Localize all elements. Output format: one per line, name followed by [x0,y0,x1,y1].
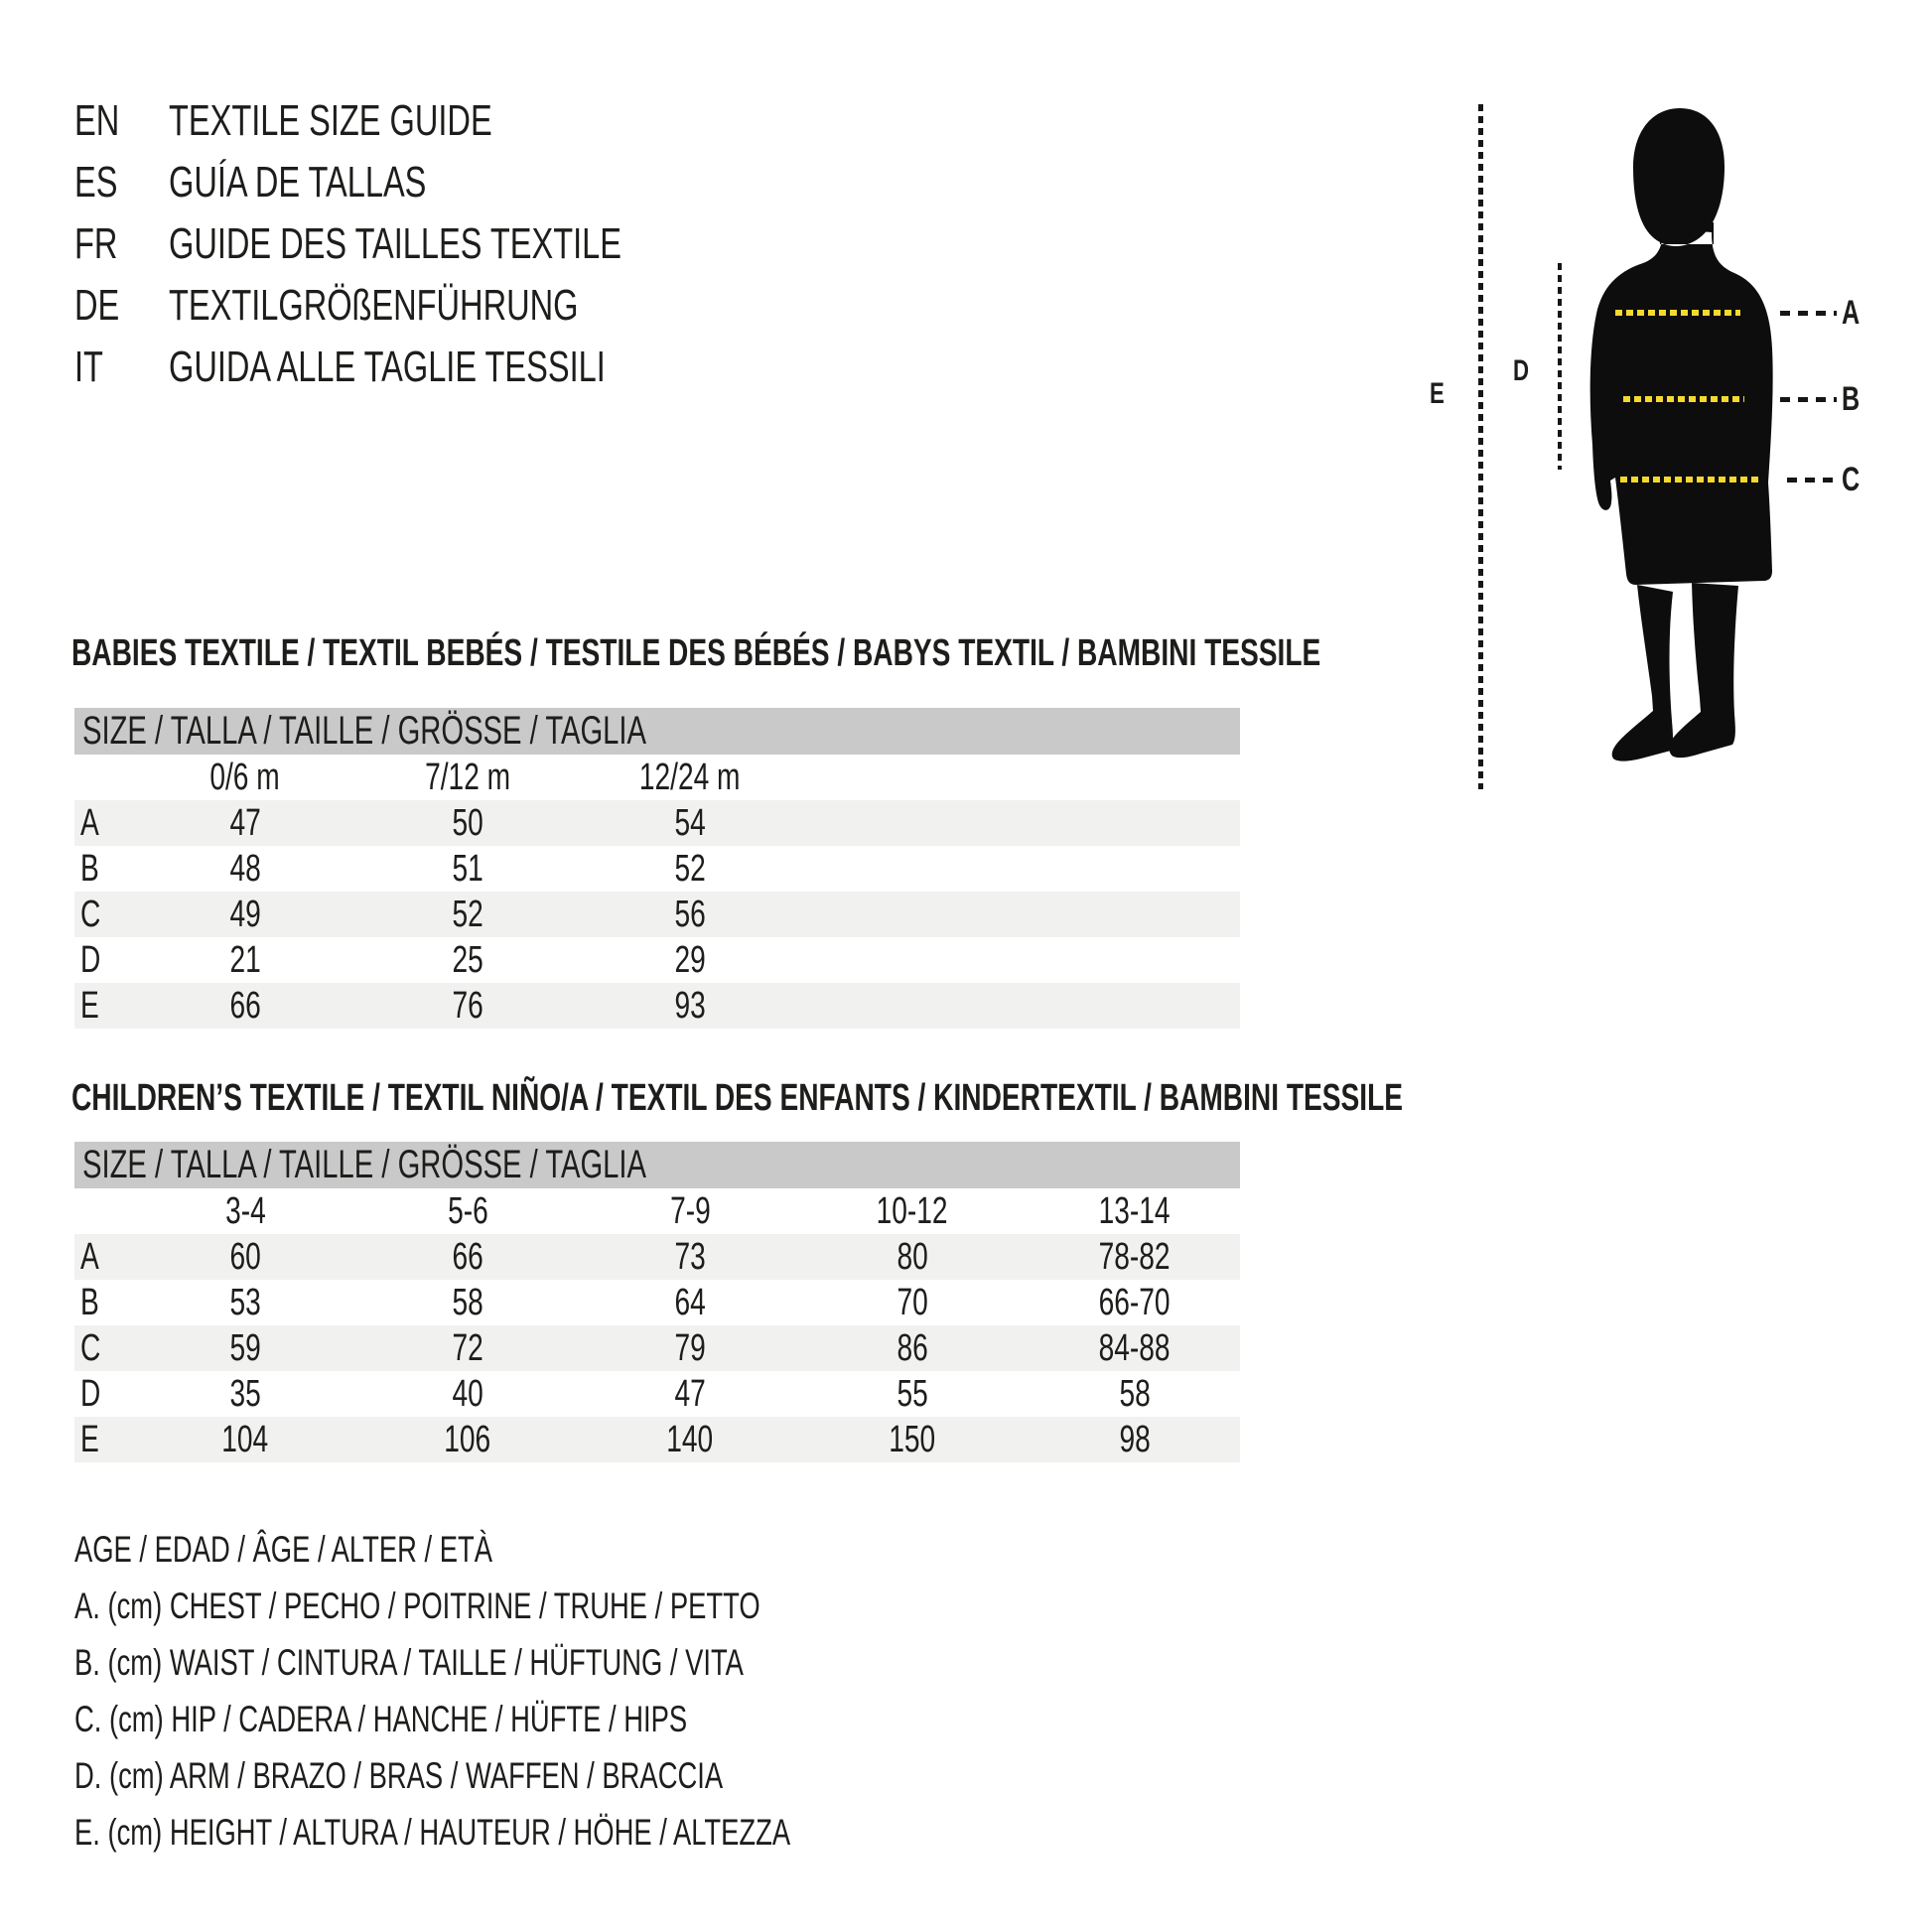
language-title-block [74,97,780,405]
table-row [74,1280,1240,1325]
table-row [74,1234,1240,1280]
value-cell: 56 [674,893,706,935]
page-title: GUÍA DE TALLAS [169,158,427,207]
value-cell: 78-82 [1099,1235,1171,1278]
value-cell: 35 [229,1372,261,1415]
column-header: 7-9 [669,1189,711,1232]
value-cell: 51 [452,847,483,890]
legend-line-arm: D. (cm) ARM / BRAZO / BRAS / WAFFEN / BRACCIA [74,1754,724,1796]
language-code: IT [74,343,103,391]
table-row [74,1325,1240,1371]
column-header: 12/24 m [639,756,741,798]
column-header: 5-6 [447,1189,488,1232]
value-cell: 55 [897,1372,928,1415]
value-cell: 104 [221,1418,269,1460]
column-header: 13-14 [1099,1189,1171,1232]
row-label-cell: C [80,893,101,935]
table-row [74,1417,1240,1462]
table-row [74,1371,1240,1417]
value-cell: 53 [229,1281,261,1323]
chest-A-measure-dashes [1615,310,1740,316]
value-cell: 47 [229,801,261,844]
value-cell: 54 [674,801,706,844]
row-label-cell: A [80,1235,99,1278]
value-cell: 59 [229,1326,261,1369]
babies-size-table [74,708,1240,1029]
value-cell: 21 [229,938,261,981]
measurement-figure [1390,60,1932,804]
value-cell: 64 [674,1281,706,1323]
legend-line-waist: B. (cm) WAIST / CINTURA / TAILLE / HÜFTUNG / VITA [74,1641,744,1683]
value-cell: 79 [674,1326,706,1369]
value-cell: 140 [666,1418,714,1460]
legend-line-age: AGE / EDAD / ÂGE / ALTER / ETÀ [74,1528,492,1570]
value-cell: 50 [452,801,483,844]
waist-B-leader-dashes [1780,397,1837,402]
row-label-cell: D [80,938,101,981]
column-header-row [74,755,1240,800]
size-header-bar: SIZE / TALLA / TAILLE / GRÖSSE / TAGLIA [74,1142,1240,1188]
size-header-bar: SIZE / TALLA / TAILLE / GRÖSSE / TAGLIA [74,708,1240,755]
table-row [74,892,1240,937]
waist-B-measure-dashes [1623,396,1744,402]
value-cell: 49 [229,893,261,935]
row-label-cell [74,755,134,800]
value-cell: 48 [229,847,261,890]
page-title: TEXTILGRÖßENFÜHRUNG [169,281,579,330]
row-label-cell: E [80,1418,99,1460]
babies-section-heading: BABIES TEXTILE / TEXTIL BEBÉS / TESTILE DES BÉBÉS / BABYS TEXTIL / BAMBINI TESSILE [71,632,1321,674]
value-cell: 52 [452,893,483,935]
value-cell: 66 [452,1235,483,1278]
value-cell: 72 [452,1326,483,1369]
value-cell: 25 [452,938,483,981]
value-cell: 60 [229,1235,261,1278]
page-title: TEXTILE SIZE GUIDE [169,96,492,145]
children-size-table [74,1142,1240,1462]
language-code: FR [74,219,118,268]
value-cell: 93 [674,984,706,1027]
value-cell: 84-88 [1099,1326,1171,1369]
legend-line-hip: C. (cm) HIP / CADERA / HANCHE / HÜFTE / HIPS [74,1698,688,1739]
column-header: 7/12 m [425,756,510,798]
label-D: D [1513,354,1530,387]
value-cell: 58 [452,1281,483,1323]
table-row [74,800,1240,846]
value-cell: 106 [444,1418,491,1460]
value-cell: 70 [897,1281,928,1323]
value-cell: 86 [897,1326,928,1369]
value-cell: 80 [897,1235,928,1278]
row-label-cell: C [80,1326,101,1369]
title-row-fr [74,220,780,268]
value-cell: 29 [674,938,706,981]
column-header-row [74,1188,1240,1234]
page-title: GUIDA ALLE TAGLIE TESSILI [169,343,606,391]
table-row [74,846,1240,892]
value-cell: 58 [1119,1372,1151,1415]
legend-line-chest: A. (cm) CHEST / PECHO / POITRINE / TRUHE / PETTO [74,1585,760,1626]
measurement-legend [74,1521,1041,1861]
value-cell: 76 [452,984,483,1027]
row-label-cell: E [80,984,99,1027]
title-row-de [74,282,780,330]
column-header: 3-4 [224,1189,266,1232]
table-row [74,937,1240,983]
value-cell: 66 [229,984,261,1027]
row-label-cell: A [80,801,99,844]
legend-line-height: E. (cm) HEIGHT / ALTURA / HAUTEUR / HÖHE / ALTEZZA [74,1811,791,1853]
row-label-cell [74,1188,134,1234]
row-label-cell: D [80,1372,101,1415]
title-row-it [74,344,780,391]
language-code: EN [74,96,120,145]
value-cell: 66-70 [1099,1281,1171,1323]
arm-D-dashed-line [1558,263,1562,470]
label-A: A [1842,294,1861,332]
language-code: DE [74,281,120,330]
label-E: E [1430,377,1445,410]
column-header: 10-12 [877,1189,948,1232]
value-cell: 73 [674,1235,706,1278]
language-code: ES [74,158,118,207]
label-B: B [1842,380,1861,418]
title-row-en [74,97,780,145]
value-cell: 47 [674,1372,706,1415]
chest-A-leader-dashes [1780,311,1837,316]
label-C: C [1842,461,1861,498]
title-row-es [74,159,780,207]
value-cell: 98 [1119,1418,1151,1460]
page-title: GUIDE DES TAILLES TEXTILE [169,219,622,268]
column-header: 0/6 m [209,756,281,798]
children-section-heading: CHILDREN’S TEXTILE / TEXTIL NIÑO/A / TEXTIL DES ENFANTS / KINDERTEXTIL / BAMBINI TESSILE [71,1077,1404,1119]
height-E-dashed-line [1478,104,1483,789]
hip-C-measure-dashes [1620,477,1759,483]
value-cell: 150 [889,1418,936,1460]
hip-C-leader-dashes [1787,478,1837,483]
row-label-cell: B [80,1281,99,1323]
value-cell: 40 [452,1372,483,1415]
table-row [74,983,1240,1029]
row-label-cell: B [80,847,99,890]
value-cell: 52 [674,847,706,890]
